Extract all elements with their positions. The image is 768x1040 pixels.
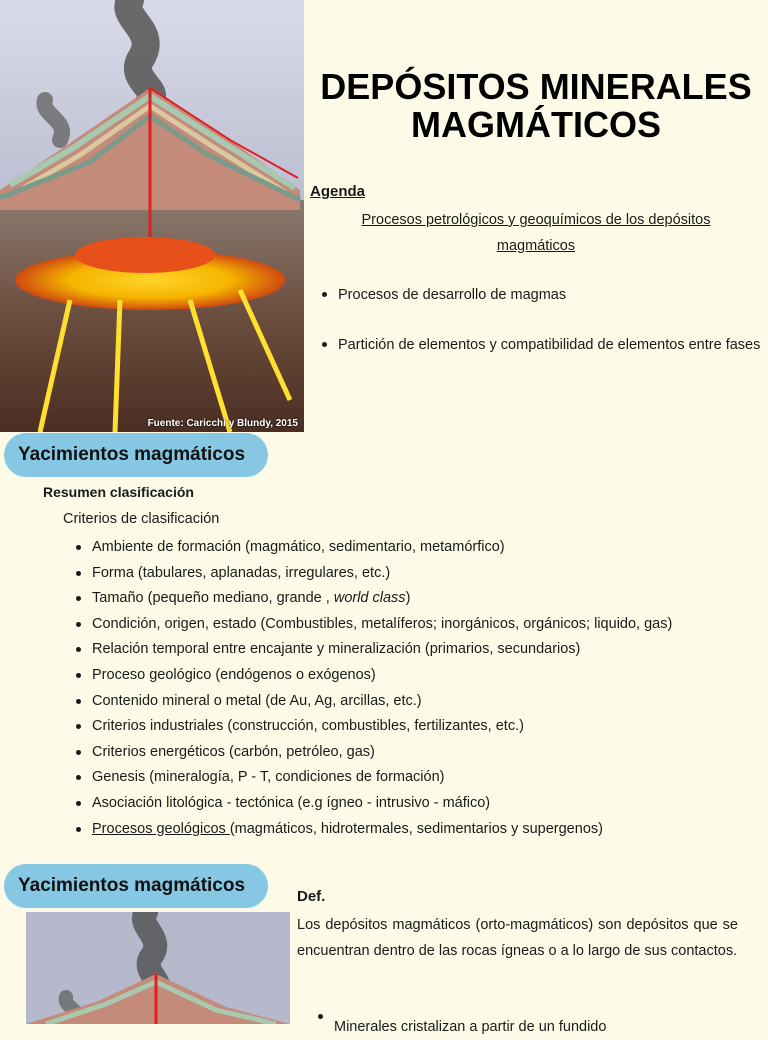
section-pill-yacimientos-2: Yacimientos magmáticos [4,864,268,908]
section-pill-yacimientos: Yacimientos magmáticos [4,433,268,477]
size-italic: world class [333,590,406,607]
definition-list [318,1014,738,1040]
list-item: Genesis (mineralogía, P - T, condiciones de formación) [76,765,766,791]
definition-text: Los depósitos magmáticos (orto-magmáticos) son depósitos que se encuentran dentro de las rocas ígneas o a lo largo de sus contactos. [297,917,738,959]
list-item: Criterios industriales (construcción, combustibles, fertilizantes, etc.) [76,714,766,740]
list-item: Relación temporal entre encajante y mineralización (primarios, secundarios) [76,637,766,663]
list-item: Criterios energéticos (carbón, petróleo, gas) [76,740,766,766]
volcano-drawing [0,0,304,432]
definition-heading: Def. [297,888,326,905]
agenda-item: Partición de elementos y compatibilidad de elementos entre fases [322,332,766,358]
volcano-illustration-2 [26,912,290,1024]
procesos-rest: (magmáticos, hidrotermales, sedimentarios y supergenos) [229,820,603,837]
agenda-subtitle[interactable]: Procesos petrológicos y geoquímicos de los depósitos magmáticos [361,212,711,254]
list-item [76,817,766,843]
list-item: Asociación litológica - tectónica (e.g ígneo - intrusivo - máfico) [76,791,766,817]
list-item: Contenido mineral o metal (de Au, Ag, arcillas, etc.) [76,689,766,715]
size-suffix: ) [405,590,411,607]
definition-item: Minerales cristalizan a partir de un fundido [318,1014,738,1040]
list-item: Forma (tabulares, aplanadas, irregulares, etc.) [76,561,766,587]
figure-caption: Fuente: Caricchi y Blundy, 2015 [147,418,298,429]
procesos-link[interactable]: Procesos geológicos [92,820,230,837]
resumen-heading: Resumen clasificación [43,484,194,500]
list-item: Ambiente de formación (magmático, sedimentario, metamórfico) [76,535,766,561]
page-title: DEPÓSITOS MINERALES MAGMÁTICOS [320,66,752,145]
size-prefix: Tamaño (pequeño mediano, grande , [92,590,334,607]
volcano-drawing-2 [26,912,290,1024]
agenda-list [322,282,766,382]
criteria-list [76,535,766,842]
volcano-illustration [0,0,304,432]
list-item: Condición, origen, estado (Combustibles, metalíferos; inorgánicos, orgánicos; liquido, gas) [76,612,766,638]
criterios-lead: Criterios de clasificación [63,511,220,527]
list-item: Proceso geológico (endógenos o exógenos) [76,663,766,689]
list-item [76,586,766,612]
agenda-heading: Agenda [310,183,366,200]
agenda-item: Procesos de desarrollo de magmas [322,282,766,308]
